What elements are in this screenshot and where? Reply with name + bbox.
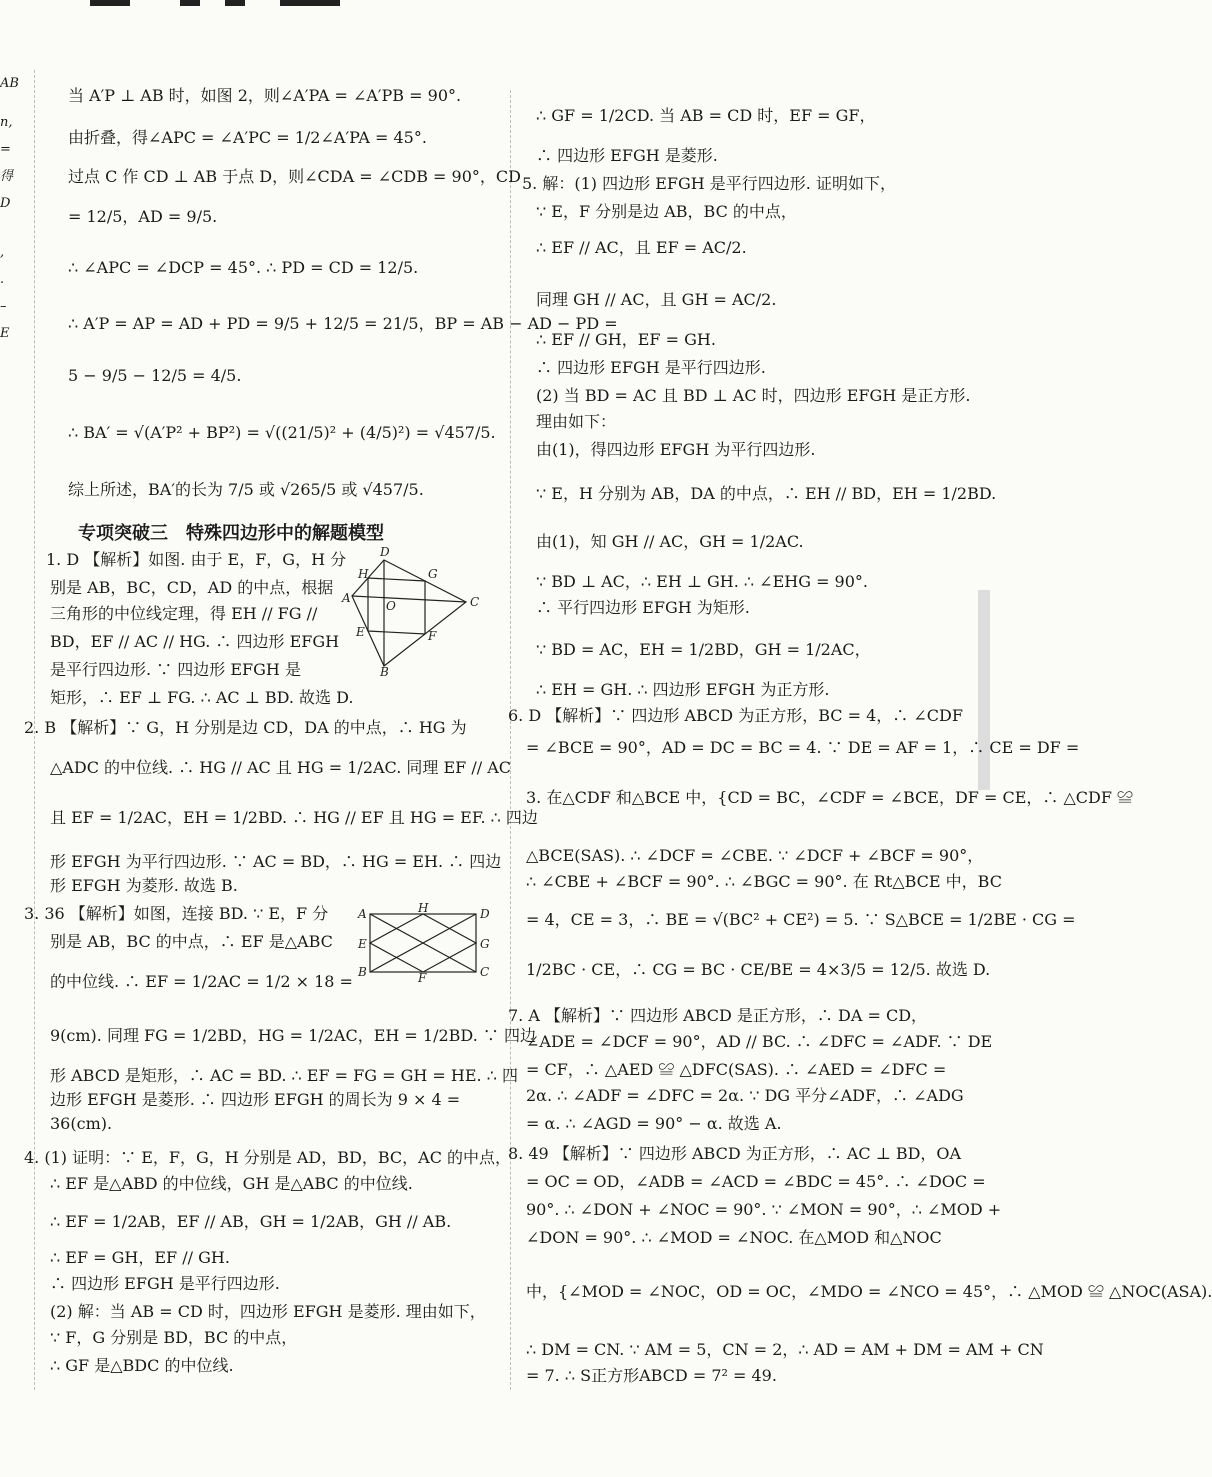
text-line: △BCE(SAS). ∴ ∠DCF = ∠CBE. ∵ ∠DCF + ∠BCF = 90°， [526, 846, 984, 865]
text-line: 综上所述，BA′的长为 7/5 或 √265/5 或 √457/5. [68, 480, 424, 499]
text-line: 别是 AB，BC，CD，AD 的中点，根据 [50, 578, 334, 597]
text-line: ∴ EF // AC，且 EF = AC/2. [536, 238, 747, 257]
text-line: (2) 解：当 AB = CD 时，四边形 EFGH 是菱形. 理由如下， [50, 1302, 486, 1321]
fig3-label: D [480, 907, 490, 921]
fig1-label: A [342, 591, 351, 605]
text-line: 的中位线. ∴ EF = 1/2AC = 1/2 × 18 = [50, 972, 353, 991]
text-line: (2) 当 BD = AC 且 BD ⊥ AC 时，四边形 EFGH 是正方形. [536, 386, 971, 405]
text-line: 三角形的中位线定理，得 EH // FG // [50, 604, 318, 623]
text-line: 3. 在△CDF 和△BCE 中，{CD = BC，∠CDF = ∠BCE，DF = CE，∴ △CDF ≌ [526, 788, 1134, 807]
margin-fragment: D [0, 196, 11, 211]
margin-fragment: 得 [0, 169, 14, 184]
text-line: ∴ EF 是△ABD 的中位线，GH 是△ABC 的中位线. [50, 1174, 413, 1193]
fig1-label: O [386, 599, 396, 613]
fig1-label: C [470, 595, 480, 609]
text-line: 5. 解：(1) 四边形 EFGH 是平行四边形. 证明如下， [522, 174, 896, 193]
text-line: 是平行四边形. ∵ 四边形 EFGH 是 [50, 660, 301, 679]
text-line: 且 EF = 1/2AC，EH = 1/2BD. ∴ HG // EF 且 HG = EF. ∴ 四边 [50, 808, 538, 827]
text-line: ∴ BA′ = √(A′P² + BP²) = √((21/5)² + (4/5)²) = √457/5. [68, 423, 496, 442]
text-line: ∴ ∠APC = ∠DCP = 45°. ∴ PD = CD = 12/5. [68, 258, 419, 277]
text-line: 3. 36 【解析】如图，连接 BD. ∵ E，F 分 [24, 904, 329, 923]
text-line: ∴ 四边形 EFGH 是平行四边形. [50, 1274, 280, 1293]
text-line: = OC = OD，∠ADB = ∠ACD = ∠BDC = 45°. ∴ ∠DOC = [526, 1172, 986, 1191]
text-line: = CF，∴ △AED ≌ △DFC(SAS). ∴ ∠AED = ∠DFC = [526, 1060, 947, 1079]
fig1-label: G [428, 567, 438, 581]
text-line: ∴ GF 是△BDC 的中位线. [50, 1356, 234, 1375]
fig1-label: F [428, 629, 437, 643]
text-line: ∴ EF = GH，EF // GH. [50, 1248, 230, 1267]
cropped-margin-text [0, 70, 20, 400]
figure-quadrilateral-midpoints [342, 545, 494, 679]
margin-fragment: E [0, 326, 10, 341]
text-line: 1/2BC · CE，∴ CG = BC · CE/BE = 4×3/5 = 12/5. 故选 D. [526, 960, 991, 979]
margin-fragment: = [0, 142, 11, 157]
text-line: 90°. ∴ ∠DON + ∠NOC = 90°. ∵ ∠MON = 90°，∴ ∠MOD + [526, 1200, 1002, 1219]
column-divider [510, 90, 511, 1390]
text-line: = 12/5，AD = 9/5. [68, 207, 218, 226]
text-line: 形 EFGH 为平行四边形. ∵ AC = BD，∴ HG = EH. ∴ 四边 [50, 852, 502, 871]
text-line: 5 − 9/5 − 12/5 = 4/5. [68, 366, 242, 385]
fig3-label: F [418, 971, 427, 985]
text-line: 边形 EFGH 是菱形. ∴ 四边形 EFGH 的周长为 9 × 4 = [50, 1090, 461, 1109]
text-line: = α. ∴ ∠AGD = 90° − α. 故选 A. [526, 1114, 782, 1133]
text-line: ∵ E，F 分别是边 AB，BC 的中点， [536, 202, 797, 221]
fig3-label: G [480, 937, 490, 951]
text-line: ∴ 四边形 EFGH 是平行四边形. [536, 358, 766, 377]
text-line: 同理 GH // AC，且 GH = AC/2. [536, 290, 777, 309]
text-line: 2α. ∴ ∠ADF = ∠DFC = 2α. ∵ DG 平分∠ADF，∴ ∠ADG [526, 1086, 964, 1105]
text-line: 当 A′P ⊥ AB 时，如图 2，则∠A′PA = ∠A′PB = 90°. [68, 86, 462, 105]
text-line: = ∠BCE = 90°，AD = DC = BC = 4. ∵ DE = AF = 1，∴ CE = DF = [526, 738, 1080, 757]
text-line: 由(1)，知 GH // AC，GH = 1/2AC. [536, 532, 804, 551]
figure-rectangle-midpoints [356, 901, 496, 985]
text-line: ∵ F，G 分别是 BD，BC 的中点， [50, 1328, 298, 1347]
text-line: 别是 AB，BC 的中点，∴ EF 是△ABC [50, 932, 333, 951]
text-line: 形 ABCD 是矩形，∴ AC = BD. ∴ EF = FG = GH = HE. ∴ 四 [50, 1066, 518, 1085]
text-line: 过点 C 作 CD ⊥ AB 于点 D，则∠CDA = ∠CDB = 90°，CD [68, 167, 521, 186]
text-line: BD，EF // AC // HG. ∴ 四边形 EFGH [50, 632, 340, 651]
text-line: 4. (1) 证明：∵ E，F，G，H 分别是 AD，BD，BC，AC 的中点， [24, 1148, 512, 1167]
text-line: 1. D 【解析】如图. 由于 E，F，G，H 分 [46, 550, 347, 569]
text-line: ∴ EF // GH，EF = GH. [536, 330, 716, 349]
margin-fragment: , [0, 245, 5, 260]
text-line: 理由如下： [536, 412, 617, 431]
text-line: 矩形，∴ EF ⊥ FG. ∴ AC ⊥ BD. 故选 D. [50, 688, 354, 707]
text-line: ∴ ∠CBE + ∠BCF = 90°. ∴ ∠BGC = 90°. 在 Rt△BCE 中，BC [526, 872, 1002, 891]
text-line: 8. 49 【解析】∵ 四边形 ABCD 为正方形，∴ AC ⊥ BD，OA [508, 1144, 962, 1163]
text-line: = 4，CE = 3，∴ BE = √(BC² + CE²) = 5. ∵ S△BCE = 1/2BE · CG = [526, 910, 1076, 929]
section-title: 专项突破三 特殊四边形中的解题模型 [78, 523, 384, 544]
text-line: ∴ EF = 1/2AB，EF // AB，GH = 1/2AB，GH // AB. [50, 1212, 452, 1231]
fig3-label: A [358, 907, 367, 921]
text-line: 中，{∠MOD = ∠NOC，OD = OC，∠MDO = ∠NCO = 45°，∴ △MOD ≌ △NOC(ASA). [526, 1282, 1212, 1301]
text-line: ∴ EH = GH. ∴ 四边形 EFGH 为正方形. [536, 680, 830, 699]
text-line: ∴ DM = CN. ∵ AM = 5，CN = 2，∴ AD = AM + DM = AM + CN [526, 1340, 1044, 1359]
fig1-label: H [358, 567, 369, 581]
text-line: ∠ADE = ∠DCF = 90°，AD // BC. ∴ ∠DFC = ∠ADF. ∵ DE [526, 1032, 993, 1051]
text-line: ∴ A′P = AP = AD + PD = 9/5 + 12/5 = 21/5，BP = AB − AD − PD = [68, 314, 618, 333]
margin-fragment: AB [0, 76, 19, 91]
margin-fragment: – [0, 299, 7, 314]
text-line: 2. B 【解析】∵ G，H 分别是边 CD，DA 的中点，∴ HG 为 [24, 718, 467, 737]
text-line: = 7. ∴ S正方形ABCD = 7² = 49. [526, 1366, 777, 1385]
text-line: 形 EFGH 为菱形. 故选 B. [50, 876, 238, 895]
text-line: ∵ BD = AC，EH = 1/2BD，GH = 1/2AC， [536, 640, 871, 659]
text-line: ∴ GF = 1/2CD. 当 AB = CD 时，EF = GF， [536, 106, 876, 125]
text-line: ∵ E，H 分别为 AB，DA 的中点，∴ EH // BD，EH = 1/2BD. [536, 484, 997, 503]
text-line: ∴ 平行四边形 EFGH 为矩形. [536, 598, 750, 617]
fig1-label: E [356, 625, 365, 639]
fig1-label: B [380, 665, 389, 679]
text-line: △ADC 的中位线. ∴ HG // AC 且 HG = 1/2AC. 同理 EF // AC [50, 758, 512, 777]
text-line: 由折叠，得∠APC = ∠A′PC = 1/2∠A′PA = 45°. [68, 128, 427, 147]
text-line: 由(1)，得四边形 EFGH 为平行四边形. [536, 440, 816, 459]
text-line: ∠DON = 90°. ∴ ∠MOD = ∠NOC. 在△MOD 和△NOC [526, 1228, 942, 1247]
fig3-label: E [358, 937, 367, 951]
page-edge-tab [978, 590, 990, 790]
fig3-label: C [480, 965, 490, 979]
text-line: 36(cm). [50, 1114, 113, 1133]
margin-fragment: . [0, 272, 5, 287]
text-line: 7. A 【解析】∵ 四边形 ABCD 是正方形，∴ DA = CD， [508, 1006, 928, 1025]
text-line: ∵ BD ⊥ AC，∴ EH ⊥ GH. ∴ ∠EHG = 90°. [536, 572, 869, 591]
fig1-label: D [380, 545, 390, 559]
text-line: 6. D 【解析】∵ 四边形 ABCD 为正方形，BC = 4，∴ ∠CDF [508, 706, 963, 725]
fig3-label: H [418, 901, 429, 915]
fig3-label: B [358, 965, 367, 979]
text-line: ∴ 四边形 EFGH 是菱形. [536, 146, 718, 165]
margin-fragment: n, [0, 115, 13, 130]
text-line: 9(cm). 同理 FG = 1/2BD，HG = 1/2AC，EH = 1/2BD. ∵ 四边 [50, 1026, 536, 1045]
top-edge-marks [90, 0, 340, 8]
